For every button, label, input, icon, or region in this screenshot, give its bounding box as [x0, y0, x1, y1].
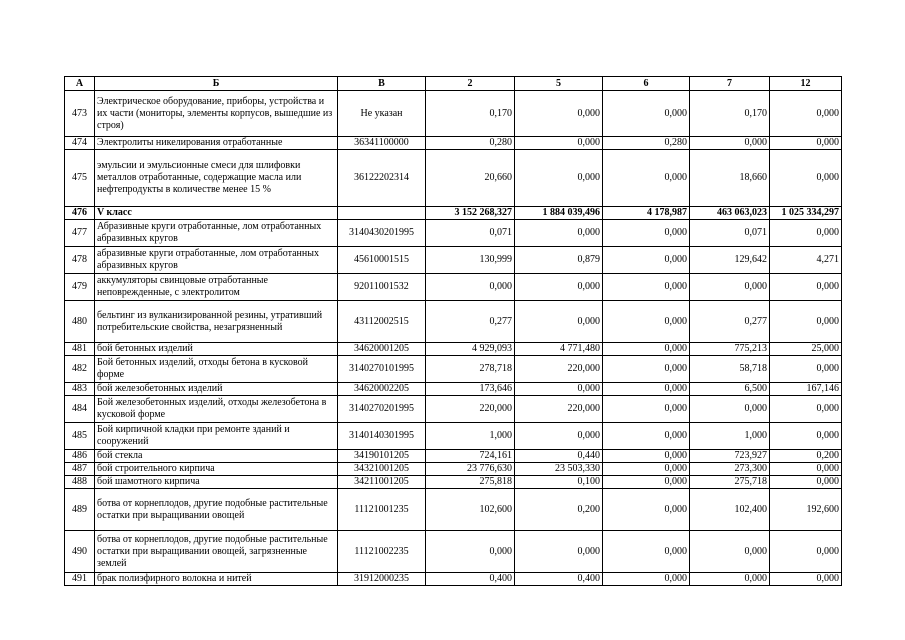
table-row	[65, 463, 842, 476]
row-number: 484	[65, 396, 95, 423]
header-cell: Б	[95, 77, 338, 91]
col-6-value: 0,000	[603, 531, 690, 573]
row-number: 482	[65, 356, 95, 383]
col-5-value: 23 503,330	[515, 463, 603, 476]
table-row	[65, 356, 842, 383]
table-row	[65, 450, 842, 463]
col-7-value: 102,400	[690, 489, 770, 531]
row-number: 478	[65, 247, 95, 274]
col-7-value: 0,000	[690, 396, 770, 423]
row-name: бой стекла	[95, 450, 338, 463]
col-12-value: 0,000	[770, 396, 842, 423]
col-7-value: 0,000	[690, 137, 770, 150]
row-name: бельтинг из вулканизированной резины, утративший потребительские свойства, незагрязненный	[95, 301, 338, 343]
row-code: 34620001205	[338, 343, 426, 356]
col-5-value: 220,000	[515, 356, 603, 383]
col-5-value: 0,000	[515, 91, 603, 137]
row-name: ботва от корнеплодов, другие подобные растительные остатки при выращивании овощей, загрязненные землей	[95, 531, 338, 573]
col-6-value: 0,000	[603, 247, 690, 274]
col-12-value: 0,000	[770, 356, 842, 383]
col-7-value: 723,927	[690, 450, 770, 463]
col-2-value: 0,071	[426, 220, 515, 247]
col-12-value: 0,000	[770, 463, 842, 476]
col-2-value: 102,600	[426, 489, 515, 531]
col-7-value: 0,277	[690, 301, 770, 343]
row-name: абразивные круги отработанные, лом отработанных абразивных кругов	[95, 247, 338, 274]
table-row	[65, 137, 842, 150]
col-5-value: 0,000	[515, 150, 603, 207]
col-2-value: 0,000	[426, 531, 515, 573]
header-cell: 12	[770, 77, 842, 91]
table-row	[65, 343, 842, 356]
col-2-value: 173,646	[426, 383, 515, 396]
row-number: 490	[65, 531, 95, 573]
table-row	[65, 220, 842, 247]
row-name: бой бетонных изделий	[95, 343, 338, 356]
col-2-value: 23 776,630	[426, 463, 515, 476]
col-6-value: 0,000	[603, 150, 690, 207]
row-number: 483	[65, 383, 95, 396]
row-name: Абразивные круги отработанные, лом отработанных абразивных кругов	[95, 220, 338, 247]
col-7-value: 129,642	[690, 247, 770, 274]
col-2-value: 278,718	[426, 356, 515, 383]
row-number: 489	[65, 489, 95, 531]
col-6-value: 0,000	[603, 396, 690, 423]
row-number: 476	[65, 207, 95, 220]
col-7-value: 0,000	[690, 274, 770, 301]
col-7-value: 275,718	[690, 476, 770, 489]
row-number: 477	[65, 220, 95, 247]
row-number: 491	[65, 573, 95, 586]
col-5-value: 0,879	[515, 247, 603, 274]
row-code: 11121002235	[338, 531, 426, 573]
table-row	[65, 396, 842, 423]
row-name: Электролиты никелирования отработанные	[95, 137, 338, 150]
row-code: 34620002205	[338, 383, 426, 396]
col-5-value: 0,000	[515, 220, 603, 247]
row-code: 34190101205	[338, 450, 426, 463]
header-cell: 7	[690, 77, 770, 91]
row-number: 480	[65, 301, 95, 343]
col-12-value: 0,000	[770, 91, 842, 137]
row-code: 36341100000	[338, 137, 426, 150]
row-name: Бой кирпичной кладки при ремонте зданий и сооружений	[95, 423, 338, 450]
col-2-value: 0,280	[426, 137, 515, 150]
col-5-value: 0,200	[515, 489, 603, 531]
col-2-value: 0,170	[426, 91, 515, 137]
col-5-value: 0,000	[515, 301, 603, 343]
header-cell: 2	[426, 77, 515, 91]
col-12-value: 0,000	[770, 137, 842, 150]
table-body	[65, 91, 842, 586]
col-6-value: 0,000	[603, 489, 690, 531]
waste-table	[64, 76, 842, 586]
col-6-value: 0,000	[603, 301, 690, 343]
table-row	[65, 274, 842, 301]
col-2-value: 3 152 268,327	[426, 207, 515, 220]
col-6-value: 0,000	[603, 450, 690, 463]
row-name: бой шамотного кирпича	[95, 476, 338, 489]
table-header-row	[65, 77, 842, 91]
row-code: 34321001205	[338, 463, 426, 476]
col-2-value: 0,000	[426, 274, 515, 301]
row-code: 43112002515	[338, 301, 426, 343]
row-code: 92011001532	[338, 274, 426, 301]
col-12-value: 0,000	[770, 220, 842, 247]
col-6-value: 0,000	[603, 383, 690, 396]
table-row	[65, 207, 842, 220]
col-5-value: 0,440	[515, 450, 603, 463]
col-6-value: 0,000	[603, 423, 690, 450]
col-12-value: 0,000	[770, 274, 842, 301]
row-code: 3140270201995	[338, 396, 426, 423]
row-name: брак полиэфирного волокна и нитей	[95, 573, 338, 586]
col-2-value: 20,660	[426, 150, 515, 207]
col-12-value: 0,000	[770, 301, 842, 343]
col-5-value: 0,100	[515, 476, 603, 489]
col-6-value: 0,000	[603, 573, 690, 586]
table-row	[65, 573, 842, 586]
col-7-value: 0,071	[690, 220, 770, 247]
row-code: 3140430201995	[338, 220, 426, 247]
col-5-value: 0,000	[515, 274, 603, 301]
col-2-value: 1,000	[426, 423, 515, 450]
col-6-value: 4 178,987	[603, 207, 690, 220]
col-7-value: 18,660	[690, 150, 770, 207]
col-5-value: 220,000	[515, 396, 603, 423]
col-12-value: 0,000	[770, 150, 842, 207]
row-number: 486	[65, 450, 95, 463]
col-12-value: 25,000	[770, 343, 842, 356]
document-page	[64, 76, 842, 586]
col-7-value: 0,170	[690, 91, 770, 137]
table-row	[65, 301, 842, 343]
row-code: 45610001515	[338, 247, 426, 274]
header-cell: 6	[603, 77, 690, 91]
row-number: 485	[65, 423, 95, 450]
table-row	[65, 91, 842, 137]
row-number: 474	[65, 137, 95, 150]
header-cell: 5	[515, 77, 603, 91]
col-2-value: 275,818	[426, 476, 515, 489]
row-name: эмульсии и эмульсионные смеси для шлифовки металлов отработанные, содержащие масла или нефтепродукты в количестве менее 15 %	[95, 150, 338, 207]
col-12-value: 0,000	[770, 573, 842, 586]
col-7-value: 463 063,023	[690, 207, 770, 220]
table-row	[65, 247, 842, 274]
col-6-value: 0,000	[603, 220, 690, 247]
col-12-value: 4,271	[770, 247, 842, 274]
row-name: бой строительного кирпича	[95, 463, 338, 476]
col-6-value: 0,000	[603, 463, 690, 476]
row-code: 3140140301995	[338, 423, 426, 450]
col-12-value: 0,000	[770, 423, 842, 450]
table-row	[65, 150, 842, 207]
col-6-value: 0,000	[603, 476, 690, 489]
col-7-value: 0,000	[690, 531, 770, 573]
col-7-value: 1,000	[690, 423, 770, 450]
col-5-value: 0,400	[515, 573, 603, 586]
row-name: V класс	[95, 207, 338, 220]
row-code: 31912000235	[338, 573, 426, 586]
col-12-value: 1 025 334,297	[770, 207, 842, 220]
col-2-value: 0,277	[426, 301, 515, 343]
col-5-value: 0,000	[515, 531, 603, 573]
row-number: 475	[65, 150, 95, 207]
col-6-value: 0,000	[603, 343, 690, 356]
table-row	[65, 383, 842, 396]
col-7-value: 0,000	[690, 573, 770, 586]
col-6-value: 0,280	[603, 137, 690, 150]
row-number: 487	[65, 463, 95, 476]
col-2-value: 724,161	[426, 450, 515, 463]
col-5-value: 1 884 039,496	[515, 207, 603, 220]
row-name: аккумуляторы свинцовые отработанные неповрежденные, с электролитом	[95, 274, 338, 301]
col-12-value: 167,146	[770, 383, 842, 396]
row-name: Бой бетонных изделий, отходы бетона в кусковой форме	[95, 356, 338, 383]
row-name: Бой железобетонных изделий, отходы железобетона в кусковой форме	[95, 396, 338, 423]
row-code: 34211001205	[338, 476, 426, 489]
row-code: 11121001235	[338, 489, 426, 531]
row-code	[338, 207, 426, 220]
col-2-value: 0,400	[426, 573, 515, 586]
row-code: 36122202314	[338, 150, 426, 207]
col-5-value: 4 771,480	[515, 343, 603, 356]
col-7-value: 775,213	[690, 343, 770, 356]
col-6-value: 0,000	[603, 356, 690, 383]
table-row	[65, 531, 842, 573]
row-number: 488	[65, 476, 95, 489]
col-5-value: 0,000	[515, 383, 603, 396]
col-12-value: 192,600	[770, 489, 842, 531]
col-6-value: 0,000	[603, 91, 690, 137]
header-cell: В	[338, 77, 426, 91]
col-6-value: 0,000	[603, 274, 690, 301]
row-number: 481	[65, 343, 95, 356]
row-number: 473	[65, 91, 95, 137]
row-name: бой железобетонных изделий	[95, 383, 338, 396]
table-row	[65, 476, 842, 489]
col-12-value: 0,000	[770, 531, 842, 573]
col-5-value: 0,000	[515, 423, 603, 450]
col-2-value: 4 929,093	[426, 343, 515, 356]
col-2-value: 220,000	[426, 396, 515, 423]
col-7-value: 58,718	[690, 356, 770, 383]
col-2-value: 130,999	[426, 247, 515, 274]
row-code: 3140270101995	[338, 356, 426, 383]
row-code: Не указан	[338, 91, 426, 137]
table-row	[65, 489, 842, 531]
col-7-value: 273,300	[690, 463, 770, 476]
row-name: Электрическое оборудование, приборы, устройства и их части (мониторы, элементы корпусов, вышедшие из строя)	[95, 91, 338, 137]
col-7-value: 6,500	[690, 383, 770, 396]
row-name: ботва от корнеплодов, другие подобные растительные остатки при выращивании овощей	[95, 489, 338, 531]
col-5-value: 0,000	[515, 137, 603, 150]
header-cell: А	[65, 77, 95, 91]
table-row	[65, 423, 842, 450]
col-12-value: 0,000	[770, 476, 842, 489]
col-12-value: 0,200	[770, 450, 842, 463]
row-number: 479	[65, 274, 95, 301]
